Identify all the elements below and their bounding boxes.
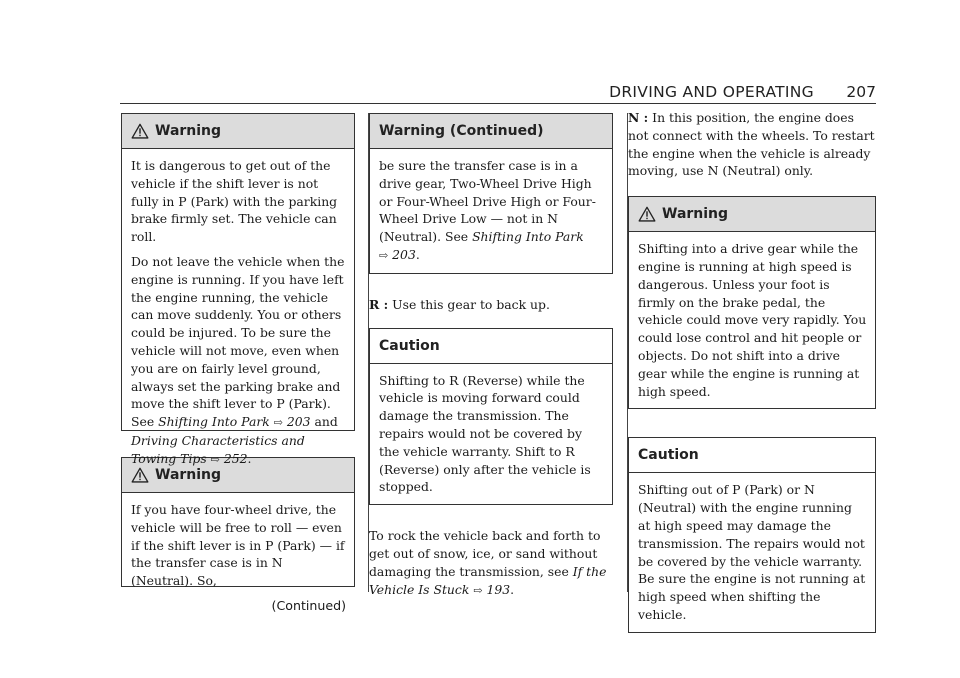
ref-link[interactable]: Driving Characteristics and Towing Tips (131, 432, 305, 466)
warning-body (629, 232, 875, 408)
ref-link[interactable]: If the Vehicle Is Stuck (369, 563, 607, 597)
caution-title: Caution (638, 447, 699, 464)
ref-page[interactable]: 252 (223, 450, 248, 466)
caution-box-park-neutral (628, 437, 876, 632)
page-number: 207 (846, 83, 876, 101)
continued-label: (Continued) (271, 597, 346, 613)
page-ref-arrow-icon: ⇨ (379, 248, 389, 262)
reverse-gear-text: R : Use this gear to back up. (369, 296, 550, 312)
ref-page[interactable]: 193 (486, 581, 511, 597)
warning-box-four-wheel (121, 457, 355, 613)
neutral-gear-text: N : In this position, the engine does not connect with the wheels. To restart the engine when the vehicle is already moving, use N (Neutral) only. (628, 110, 875, 179)
caution-body (370, 364, 612, 505)
warning-box-high-speed (628, 196, 876, 409)
warning-continued-box (369, 113, 613, 274)
caution-body (629, 473, 875, 631)
warning-title: Warning (662, 206, 729, 223)
ref-link[interactable]: Shifting Into Park (472, 229, 584, 245)
caution-header (370, 329, 612, 364)
warning-triangle-icon (131, 467, 149, 483)
caution-title: Caution (379, 337, 440, 354)
warning-paragraph: If you have four-wheel drive, the vehicle will be free to roll — even if the shift lever is in P (Park) — if the transfer case is in N (Neutral). So, (131, 502, 345, 589)
caution-box-reverse (369, 328, 613, 506)
warning-header (370, 114, 612, 149)
ref-link[interactable]: Shifting Into Park (158, 414, 270, 430)
warning-paragraph: It is dangerous to get out of the vehicle if the shift lever is not fully in P (Park) with the parking brake firmly set. The vehicle can roll. (131, 158, 338, 245)
warning-triangle-icon (131, 123, 149, 139)
warning-paragraph: Shifting into a drive gear while the engine is running at high speed is dangerous. Unless your foot is firmly on the brake pedal, the vehicle could move very rapidly. You could lose control and hit people or objects. Do not shift into a drive gear while the engine is running at high speed. (638, 241, 867, 399)
ref-page[interactable]: 203 (286, 414, 311, 430)
page-header (120, 83, 876, 104)
warning-title: Warning (Continued) (379, 123, 544, 139)
warning-triangle-icon (638, 206, 656, 222)
warning-title: Warning (155, 123, 222, 139)
warning-header (629, 197, 875, 232)
gear-label-n: N : (628, 110, 649, 125)
page-ref-arrow-icon: ⇨ (273, 416, 283, 430)
warning-header (122, 114, 354, 149)
column-2 (369, 113, 613, 599)
warning-box-parking (121, 113, 355, 466)
caution-paragraph: Shifting to R (Reverse) while the vehicle is moving forward could damage the transmission. The repairs would not be covered by the vehicle warranty. Shift to R (Reverse) only after the vehicle is stopped. (379, 372, 591, 495)
gear-label-r: R : (369, 296, 389, 312)
page-ref-arrow-icon: ⇨ (210, 452, 220, 466)
caution-header (629, 438, 875, 473)
warning-body (370, 149, 612, 273)
section-title: DRIVING AND OPERATING (609, 83, 814, 101)
page-ref-arrow-icon: ⇨ (473, 583, 483, 597)
warning-body (122, 493, 354, 623)
caution-paragraph: Shifting out of P (Park) or N (Neutral) with the engine running at high speed may damage the transmission. The repairs would not be covered by the vehicle warranty. Be sure the engine is not running at high speed when shifting the vehicle. (638, 482, 866, 622)
warning-title: Warning (155, 467, 222, 483)
rock-vehicle-text: To rock the vehicle back and forth to get out of snow, ice, or sand without damaging the transmission, see If the Vehicle Is Stuck ⇨ 193. (369, 528, 607, 597)
warning-paragraph: be sure the transfer case is in a drive gear, Two-Wheel Drive High or Four-Wheel Drive High or Four-Wheel Drive Low — not in N (Neutral). See Shifting Into Park ⇨ 203. (379, 158, 596, 262)
column-1 (121, 113, 355, 613)
column-3 (628, 110, 876, 633)
warning-body (122, 149, 354, 477)
warning-paragraph: Do not leave the vehicle when the engine is running. If you have left the engine running, the vehicle can move suddenly. You or others could be injured. To be sure the vehicle will not move, even when you are on fairly level ground, always set the parking brake and move the shift lever to P (Park). See Shifting Into Park ⇨ 203 and Driving Characteristics and Towing Tips ⇨ 252. (131, 253, 345, 466)
ref-page[interactable]: 203 (392, 246, 416, 262)
